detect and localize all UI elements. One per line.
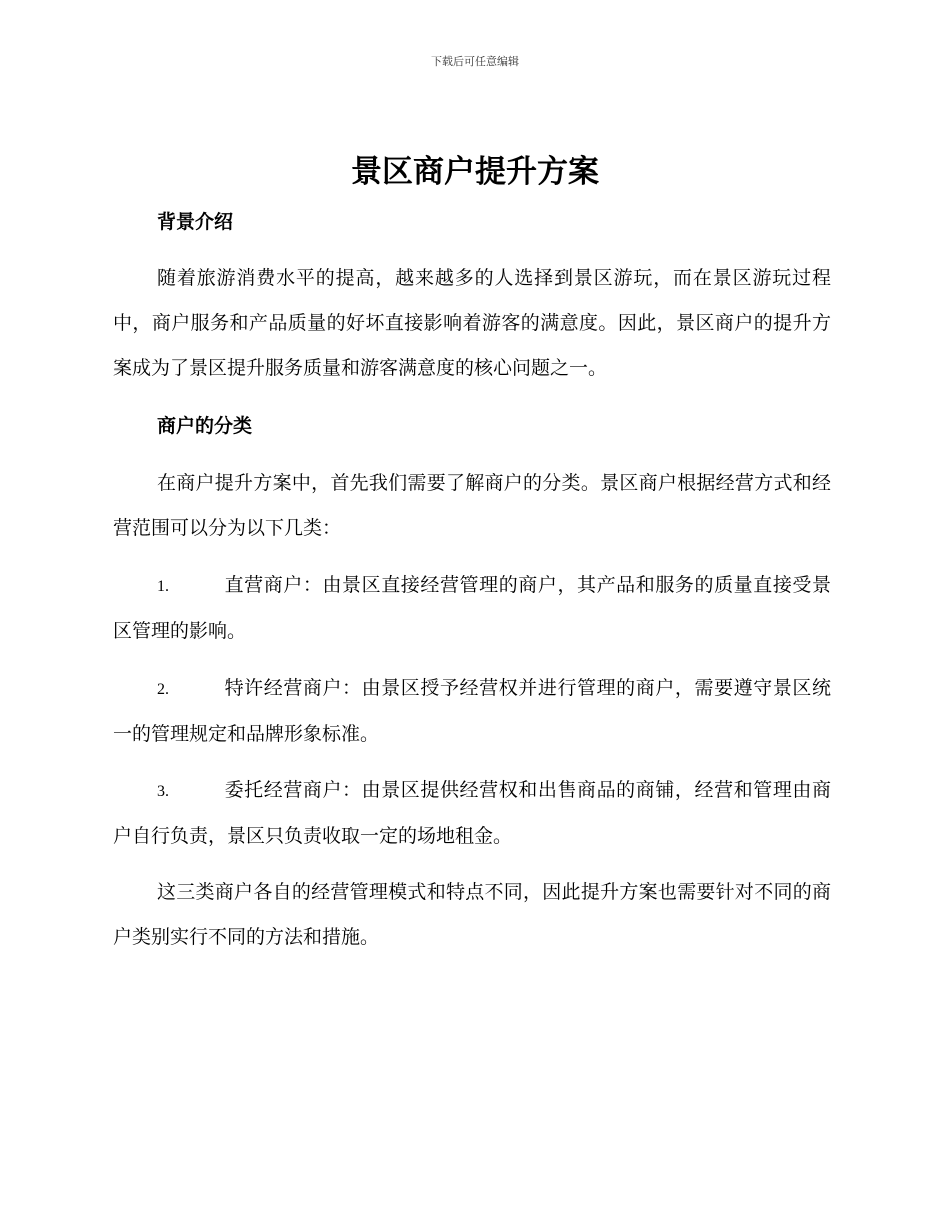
- list-item-entrusted-merchant: [113, 768, 831, 859]
- list-number: 3.: [157, 783, 169, 800]
- list-number: 2.: [157, 681, 169, 698]
- list-item-direct-merchant: [113, 563, 831, 654]
- list-item-text: 特许经营商户：由景区授予经营权并进行管理的商户，需要遵守景区统一的管理规定和品牌形象标准。: [113, 677, 831, 745]
- list-item-text: 委托经营商户：由景区提供经营权和出售商品的商铺，经营和管理由商户自行负责，景区只负责收取一定的场地租金。: [113, 779, 831, 847]
- list-number: 1.: [157, 578, 169, 595]
- list-item-text: 直营商户：由景区直接经营管理的商户，其产品和服务的质量直接受景区管理的影响。: [113, 574, 831, 642]
- document-title: 景区商户提升方案: [351, 154, 599, 190]
- header-note: 下载后可任意编辑: [431, 55, 519, 68]
- background-paragraph: 随着旅游消费水平的提高，越来越多的人选择到景区游玩，而在景区游玩过程中，商户服务和产品质量的好坏直接影响着游客的满意度。因此，景区商户的提升方案成为了景区提升服务质量和游客满意度的核心问题之一。: [113, 267, 831, 379]
- section-heading-background: 背景介绍: [157, 211, 234, 233]
- list-item-franchise-merchant: [113, 666, 831, 757]
- classification-closing-paragraph: 这三类商户各自的经营管理模式和特点不同，因此提升方案也需要针对不同的商户类别实行不同的方法和措施。: [113, 881, 831, 948]
- section-heading-classification: 商户的分类: [157, 415, 253, 437]
- classification-intro-paragraph: 在商户提升方案中，首先我们需要了解商户的分类。景区商户根据经营方式和经营范围可以分为以下几类：: [113, 472, 831, 539]
